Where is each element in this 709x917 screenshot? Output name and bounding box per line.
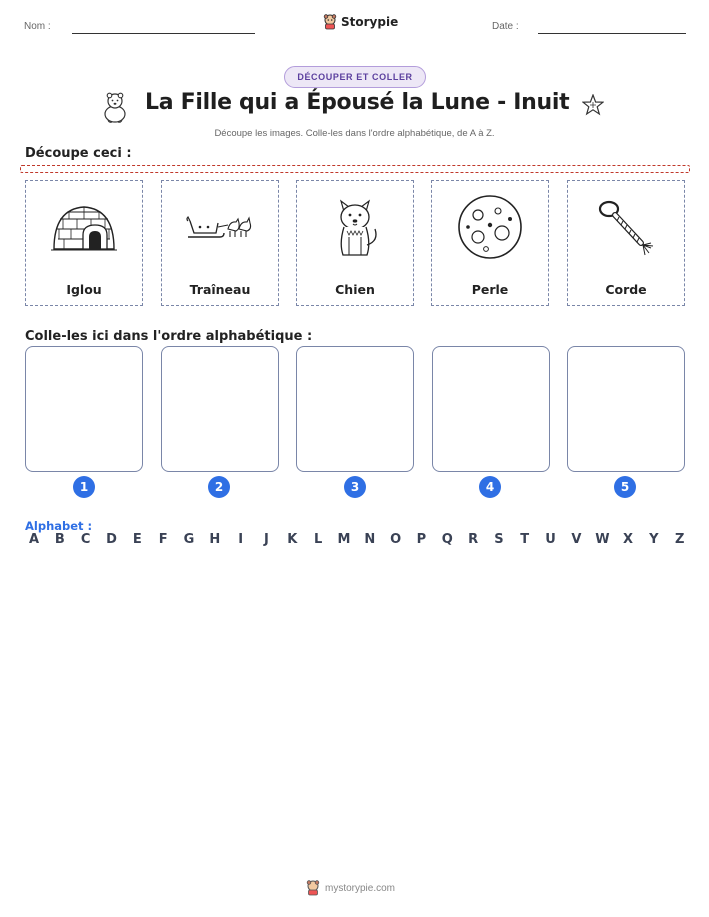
alphabet-letter: H xyxy=(209,532,221,547)
alphabet-letter: K xyxy=(287,532,298,547)
paste-slot-4[interactable] xyxy=(432,346,550,472)
footer-url[interactable]: mystorypie.com xyxy=(325,882,396,894)
alphabet-letter: M xyxy=(337,532,351,547)
alphabet-letter: V xyxy=(571,532,582,547)
page-title: La Fille qui a Épousé la Lune - Inuit xyxy=(145,90,570,115)
name-line[interactable] xyxy=(72,33,255,34)
paste-slot-2[interactable] xyxy=(161,346,279,472)
date-line[interactable] xyxy=(538,33,686,34)
alphabet-letter: C xyxy=(80,532,91,547)
cut-card-corde[interactable] xyxy=(567,180,685,306)
alphabet-letter: G xyxy=(183,532,195,547)
paste-slot-5[interactable] xyxy=(567,346,685,472)
cut-section-label: Découpe ceci : xyxy=(25,146,132,161)
alphabet-letter: B xyxy=(54,532,65,547)
alphabet-letter: D xyxy=(106,532,117,547)
paste-section-label: Colle-les ici dans l'ordre alphabétique : xyxy=(25,329,313,344)
card-label: Chien xyxy=(335,282,375,297)
alphabet-letter: Y xyxy=(649,532,659,547)
alphabet-letter: P xyxy=(416,532,427,547)
slot-number-3: 3 xyxy=(344,476,366,498)
card-label: Corde xyxy=(605,282,647,297)
alphabet-letter: A xyxy=(28,532,40,547)
alphabet-letter: S xyxy=(494,532,504,547)
alphabet-letter: I xyxy=(238,532,244,547)
alphabet-letter: Q xyxy=(441,532,453,547)
alphabet-letter: E xyxy=(132,532,142,547)
cut-card-traineau[interactable] xyxy=(161,180,279,306)
alphabet-letter: W xyxy=(595,532,610,547)
star-icon xyxy=(582,94,604,116)
alphabet-row xyxy=(27,532,687,547)
paste-slot-1[interactable] xyxy=(25,346,143,472)
moon-pearl-icon xyxy=(432,187,548,267)
alphabet-letter: J xyxy=(264,532,269,547)
slot-number-1: 1 xyxy=(73,476,95,498)
igloo-icon xyxy=(26,187,142,267)
polar-bear-icon xyxy=(100,90,130,124)
alphabet-letter: L xyxy=(313,532,323,547)
dog-icon xyxy=(297,187,413,267)
alphabet-letter: T xyxy=(520,532,530,547)
sled-icon xyxy=(162,187,278,267)
name-label: Nom : xyxy=(24,21,51,32)
title-row xyxy=(0,90,709,126)
alphabet-letter: F xyxy=(158,532,168,547)
date-label: Date : xyxy=(492,21,519,32)
brand-name: Storypie xyxy=(341,15,399,29)
alphabet-letter: Z xyxy=(674,532,685,547)
slot-number-2: 2 xyxy=(208,476,230,498)
alphabet-letter: O xyxy=(390,532,402,547)
cut-line xyxy=(20,165,690,173)
storypie-logo-icon xyxy=(306,880,320,896)
cut-card-iglou[interactable] xyxy=(25,180,143,306)
alphabet-letter: X xyxy=(623,532,634,547)
card-label: Traîneau xyxy=(189,282,251,297)
footer xyxy=(306,880,395,896)
slot-number-5: 5 xyxy=(614,476,636,498)
brand-logo xyxy=(323,14,398,30)
cut-card-perle[interactable] xyxy=(431,180,549,306)
instructions: Découpe les images. Colle-les dans l'ordre alphabétique, de A à Z. xyxy=(214,128,495,139)
rope-icon xyxy=(568,187,684,267)
card-label: Perle xyxy=(471,282,509,297)
alphabet-letter: N xyxy=(364,532,376,547)
card-label: Iglou xyxy=(66,282,102,297)
cut-card-chien[interactable] xyxy=(296,180,414,306)
worksheet-header xyxy=(0,12,709,42)
storypie-logo-icon xyxy=(323,14,337,30)
alphabet-letter: U xyxy=(545,532,556,547)
alphabet-label: Alphabet : xyxy=(25,519,93,533)
alphabet-letter: R xyxy=(468,532,479,547)
paste-slot-3[interactable] xyxy=(296,346,414,472)
slot-number-4: 4 xyxy=(479,476,501,498)
activity-badge: DÉCOUPER ET COLLER xyxy=(284,66,426,88)
